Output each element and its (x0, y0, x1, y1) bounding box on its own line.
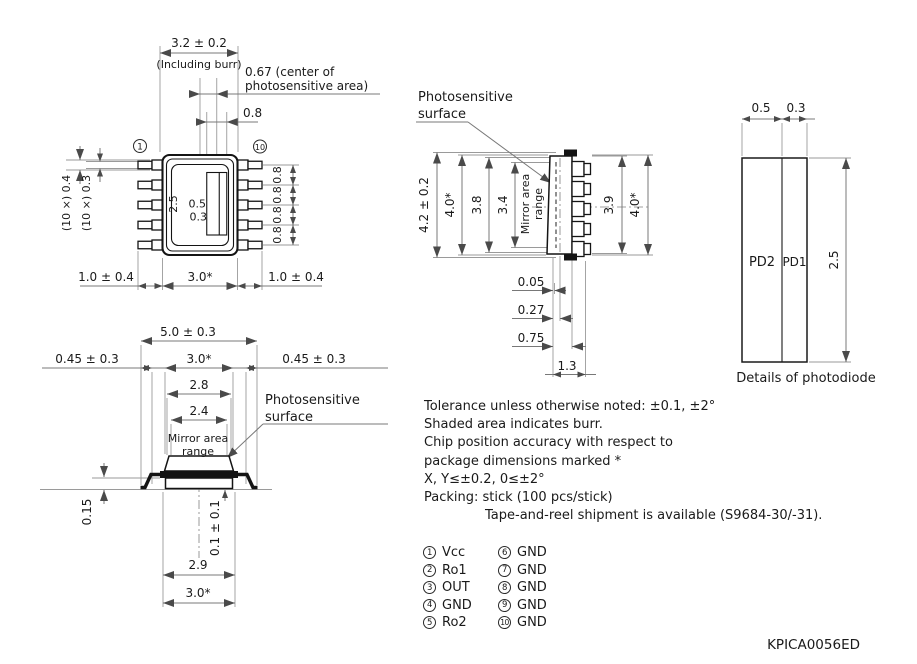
including-burr-note: (Including burr) (156, 58, 242, 71)
dim-2-9: 2.9 (188, 558, 208, 572)
pin-circle-number: 3 (423, 581, 436, 594)
dim-standoff: 0.15 (80, 498, 94, 526)
dim-total-width: 5.0 ± 0.3 (160, 325, 216, 339)
pin-row (498, 562, 573, 580)
dim-2-8: 2.8 (189, 378, 209, 392)
dim-lead-pitch-2: 0.8 (271, 186, 284, 204)
note-line: X, Y≤±0.2, 0≤±2° (424, 471, 545, 487)
dim-body-width-front: 3.0* (186, 352, 212, 366)
photodiode-caption: Details of photodiode (736, 371, 876, 386)
pin-1-number: 1 (137, 142, 143, 153)
pin-circle-number: 9 (498, 599, 511, 612)
pin-label: GND (517, 562, 547, 578)
pin-label: OUT (442, 580, 470, 596)
photosensitive-label-side-line2: surface (418, 107, 467, 122)
package-body-front (165, 456, 234, 471)
dim-lead-pitch-1: 0.8 (271, 166, 284, 184)
dim-pd-height: 2.5 (167, 195, 180, 213)
lead-right (238, 475, 258, 488)
top-view (60, 36, 380, 290)
notes-block (424, 398, 894, 525)
pin-label: GND (517, 545, 547, 561)
pin-label: GND (517, 615, 547, 631)
front-view (40, 325, 388, 607)
dim-3-9: 3.9 (602, 195, 616, 215)
pin-circle-number: 4 (423, 599, 436, 612)
front-view-package (141, 456, 258, 489)
pin-label: GND (442, 597, 472, 613)
pin-assignment-table (423, 544, 573, 632)
pin-column-right (498, 544, 573, 632)
pin-label: Ro2 (442, 615, 467, 631)
document-number: KPICA0056ED (767, 637, 860, 653)
pin-row (423, 614, 498, 632)
pin-circle-number: 8 (498, 581, 511, 594)
dim-0-05: 0.05 (517, 275, 545, 289)
pin-row (498, 597, 573, 615)
burr-mark-bottom (564, 254, 577, 261)
pd2-label: PD2 (748, 255, 776, 270)
pin-row (423, 597, 498, 615)
note-line: Tolerance unless otherwise noted: ±0.1, ±2° (424, 399, 716, 414)
dim-lead-pitch-3: 0.8 (271, 206, 284, 224)
burr-mark-top (564, 150, 577, 157)
dim-foot-right: 0.45 ± 0.3 (282, 352, 346, 366)
pin-column-left (423, 544, 498, 632)
pd1-label: PD1 (782, 255, 807, 269)
pin-circle-number: 6 (498, 546, 511, 559)
dim-width-including-burr: 3.2 ± 0.2 (171, 36, 227, 50)
pin-row (498, 614, 573, 632)
dim-pd1-width-detail: 0.3 (786, 101, 806, 115)
photosensitive-label-side-line1: Photosensitive (418, 90, 513, 105)
dim-lead-pitch-4: 0.8 (271, 226, 284, 244)
dim-pd-total-width: 0.8 (243, 106, 263, 120)
dim-3-8: 3.8 (470, 195, 484, 215)
dim-1-3: 1.3 (557, 359, 577, 373)
pin-1-marker (134, 140, 147, 153)
dim-lead-right: 1.0 ± 0.4 (268, 270, 324, 284)
dim-height-body-right: 4.0* (628, 192, 642, 218)
center-offset-note-line2: photosensitive area) (245, 79, 369, 93)
dim-pd2-width: 0.5 (188, 197, 206, 211)
dim-pd1-width: 0.3 (189, 210, 207, 224)
photodiode-detail-view (736, 101, 875, 386)
note-line: Chip position accuracy with respect to (424, 435, 673, 451)
mirror-area-label-line2: range (182, 445, 214, 458)
lead-left (141, 475, 161, 488)
pin-row (423, 544, 498, 562)
pin-row (423, 579, 498, 597)
pin-circle-number: 2 (423, 564, 436, 577)
dim-0-27: 0.27 (517, 303, 545, 317)
dim-lead-left: 1.0 ± 0.4 (78, 270, 134, 284)
burr-band (160, 471, 238, 478)
note-line: Tape-and-reel shipment is available (S9684-30/-31). (485, 508, 823, 524)
dim-pd-height-detail: 2.5 (827, 250, 841, 270)
pin-10-marker (254, 140, 267, 153)
dim-3-4: 3.4 (496, 195, 510, 215)
note-line: Packing: stick (100 pcs/stick) (424, 490, 613, 506)
dim-2-4: 2.4 (189, 404, 209, 418)
pin-circle-number: 5 (423, 616, 436, 629)
pin-label: Vcc (442, 545, 466, 561)
mirror-area-side-line1: Mirror area (519, 173, 532, 235)
pin-label: GND (517, 597, 547, 613)
dim-0-75: 0.75 (517, 331, 545, 345)
dim-body-width: 3.0* (187, 270, 213, 284)
dim-height-body: 4.0* (443, 192, 457, 218)
pin-10-number: 10 (254, 143, 266, 152)
package-body-side (547, 156, 572, 254)
pin-label: GND (517, 580, 547, 596)
pin-circle-number: 1 (423, 546, 436, 559)
note-line: package dimensions marked * (424, 453, 622, 469)
mirror-area-label-line1: Mirror area (167, 432, 229, 445)
pin-label: Ro1 (442, 562, 467, 578)
pin-row (498, 579, 573, 597)
dim-lead-width-inner: (10 ×) 0.3 (80, 174, 93, 232)
side-view-package (547, 150, 591, 261)
dim-height-including-burr: 4.2 ± 0.2 (417, 177, 431, 233)
side-leads (572, 162, 591, 257)
dim-foot-left: 0.45 ± 0.3 (55, 352, 119, 366)
mirror-area-side-line2: range (532, 188, 545, 220)
note-line: Shaded area indicates burr. (424, 417, 603, 433)
side-view (416, 90, 653, 377)
pin-row (498, 544, 573, 562)
dim-lead-width-outer: (10 ×) 0.4 (60, 174, 73, 232)
dim-seating: 0.1 ± 0.1 (208, 500, 222, 556)
photosensitive-label-line1: Photosensitive (265, 393, 360, 408)
center-offset-note-line1: 0.67 (center of (245, 65, 335, 79)
dim-body-width-bottom: 3.0* (185, 586, 211, 600)
dim-pd2-width-detail: 0.5 (751, 101, 771, 115)
pin-row (423, 562, 498, 580)
photosensitive-label-line2: surface (265, 410, 314, 425)
pin-circle-number: 10 (498, 616, 511, 629)
pin-circle-number: 7 (498, 564, 511, 577)
